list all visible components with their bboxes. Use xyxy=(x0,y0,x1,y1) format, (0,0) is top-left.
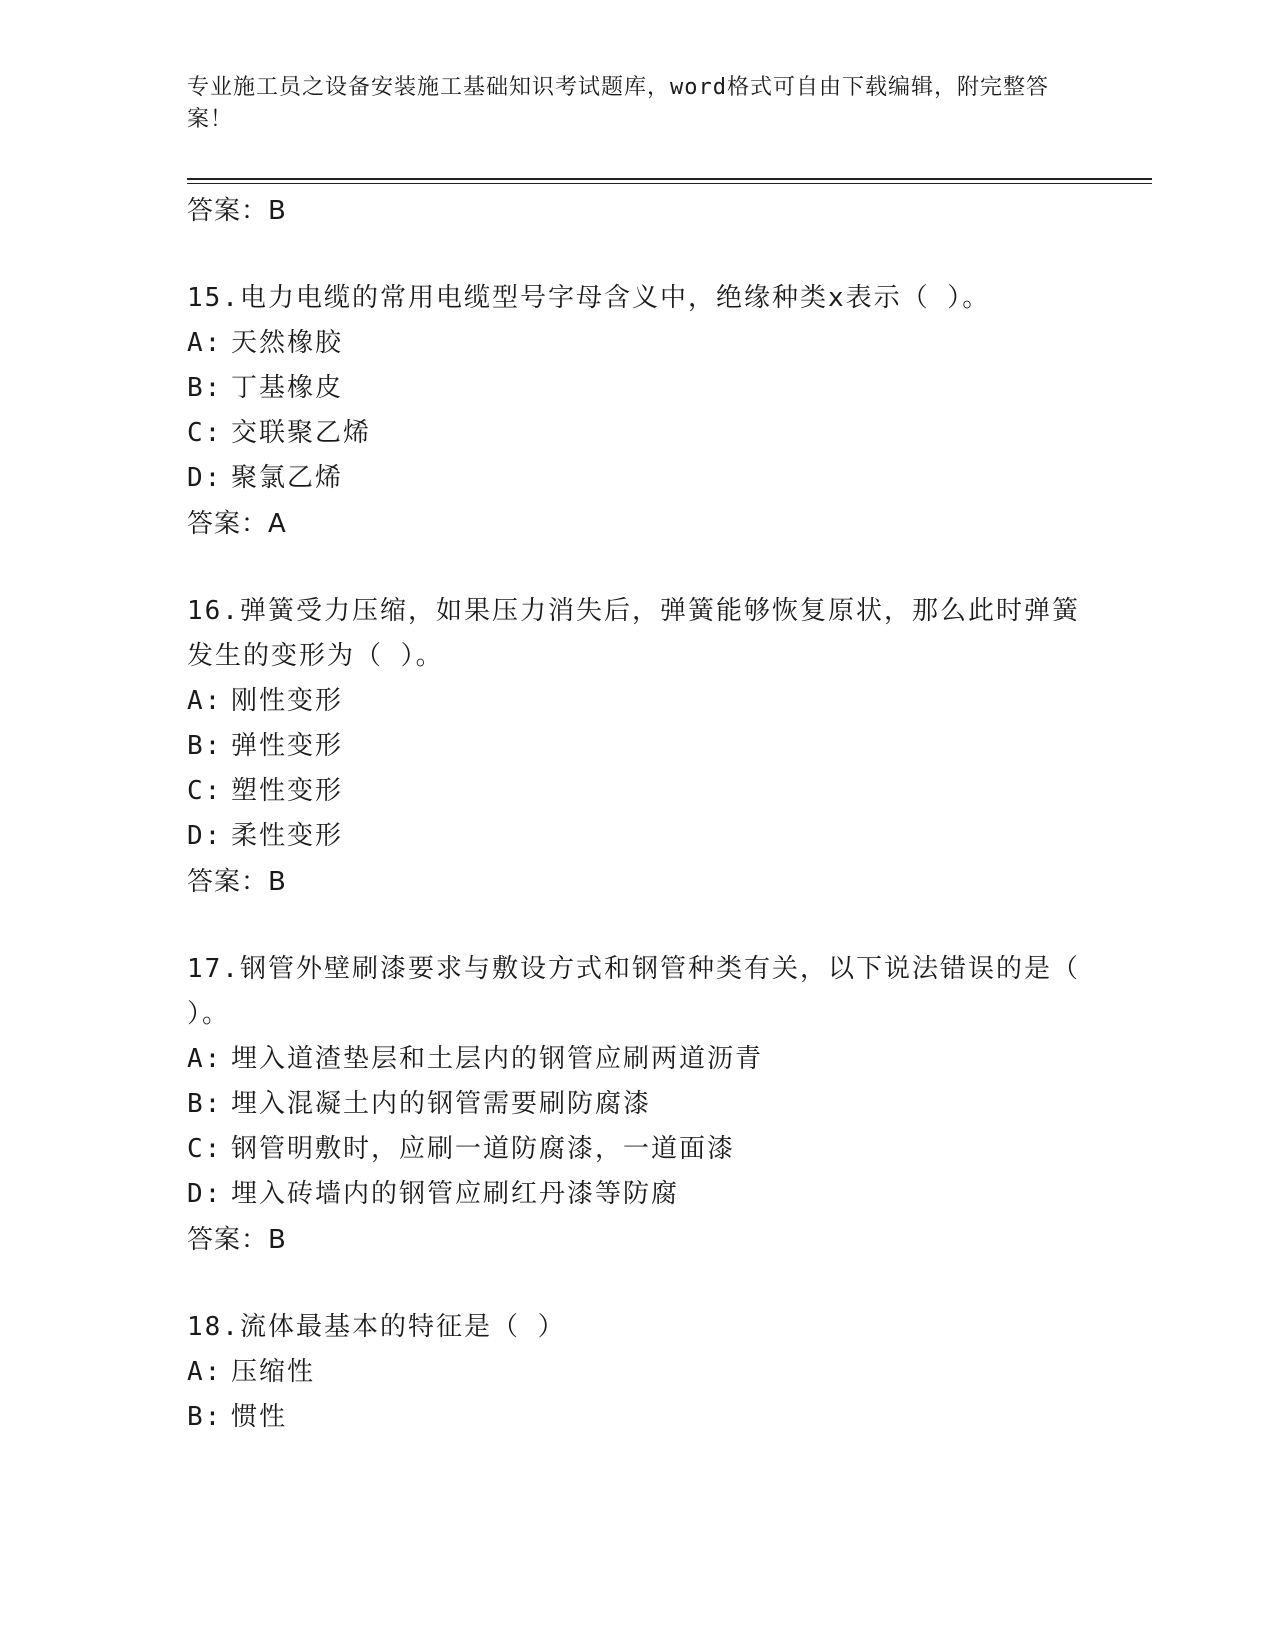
option-key: C: xyxy=(187,776,223,806)
question-list xyxy=(187,188,1087,1440)
option-key: A: xyxy=(187,328,223,358)
option-d xyxy=(187,1172,1087,1217)
question-text: 16.弹簧受力压缩，如果压力消失后，弹簧能够恢复原状，那么此时弹簧发生的变形为（ ）。 xyxy=(187,596,1080,671)
option-b xyxy=(187,724,1087,769)
option-key: D: xyxy=(187,821,223,851)
option-key: A: xyxy=(187,1357,223,1387)
option-key: A: xyxy=(187,686,223,716)
question-item xyxy=(187,1305,1087,1440)
header-divider-thick xyxy=(187,178,1152,180)
question-text: 17.钢管外壁刷漆要求与敷设方式和钢管种类有关，以下说法错误的是（ ）。 xyxy=(187,954,1080,1029)
option-text: 交联聚乙烯 xyxy=(231,418,372,448)
option-text: 埋入道渣垫层和土层内的钢管应刷两道沥青 xyxy=(231,1044,764,1074)
option-key: B: xyxy=(187,1402,223,1432)
option-text: 埋入砖墙内的钢管应刷红丹漆等防腐 xyxy=(231,1179,680,1209)
option-c xyxy=(187,769,1087,814)
question-item xyxy=(187,276,1087,547)
option-key: B: xyxy=(187,731,223,761)
question-text: 15.电力电缆的常用电缆型号字母含义中，绝缘种类x表示（ ）。 xyxy=(187,283,991,313)
option-text: 塑性变形 xyxy=(231,776,344,806)
option-key: B: xyxy=(187,1089,223,1119)
option-key: B: xyxy=(187,373,223,403)
option-key: A: xyxy=(187,1044,223,1074)
question-item xyxy=(187,947,1087,1263)
option-a xyxy=(187,679,1087,724)
header-divider-thin xyxy=(187,183,1152,184)
option-text: 柔性变形 xyxy=(231,821,344,851)
option-a xyxy=(187,1350,1087,1395)
answer-line: 答案：B xyxy=(187,1225,287,1255)
option-d xyxy=(187,814,1087,859)
option-c xyxy=(187,411,1087,456)
option-text: 天然橡胶 xyxy=(231,328,344,358)
option-b xyxy=(187,1082,1087,1127)
option-text: 刚性变形 xyxy=(231,686,344,716)
option-b xyxy=(187,366,1087,411)
option-text: 惯性 xyxy=(231,1402,288,1432)
option-text: 钢管明敷时，应刷一道防腐漆，一道面漆 xyxy=(231,1134,736,1164)
option-text: 埋入混凝土内的钢管需要刷防腐漆 xyxy=(231,1089,652,1119)
option-key: D: xyxy=(187,1179,223,1209)
option-a xyxy=(187,321,1087,366)
answer-line: 答案：B xyxy=(187,196,287,226)
option-key: D: xyxy=(187,463,223,493)
option-text: 弹性变形 xyxy=(231,731,344,761)
question-item xyxy=(187,589,1087,905)
option-b xyxy=(187,1395,1087,1440)
option-text: 压缩性 xyxy=(231,1357,316,1387)
option-d xyxy=(187,456,1087,501)
option-text: 丁基橡皮 xyxy=(231,373,344,403)
option-key: C: xyxy=(187,1134,223,1164)
answer-line: 答案：B xyxy=(187,867,287,897)
option-c xyxy=(187,1127,1087,1172)
answer-line: 答案：A xyxy=(187,509,287,539)
document-intro: 专业施工员之设备安装施工基础知识考试题库，word格式可自由下载编辑，附完整答案！ xyxy=(187,75,1049,132)
option-key: C: xyxy=(187,418,223,448)
option-text: 聚氯乙烯 xyxy=(231,463,344,493)
question-text: 18.流体最基本的特征是（ ） xyxy=(187,1312,566,1342)
option-a xyxy=(187,1037,1087,1082)
